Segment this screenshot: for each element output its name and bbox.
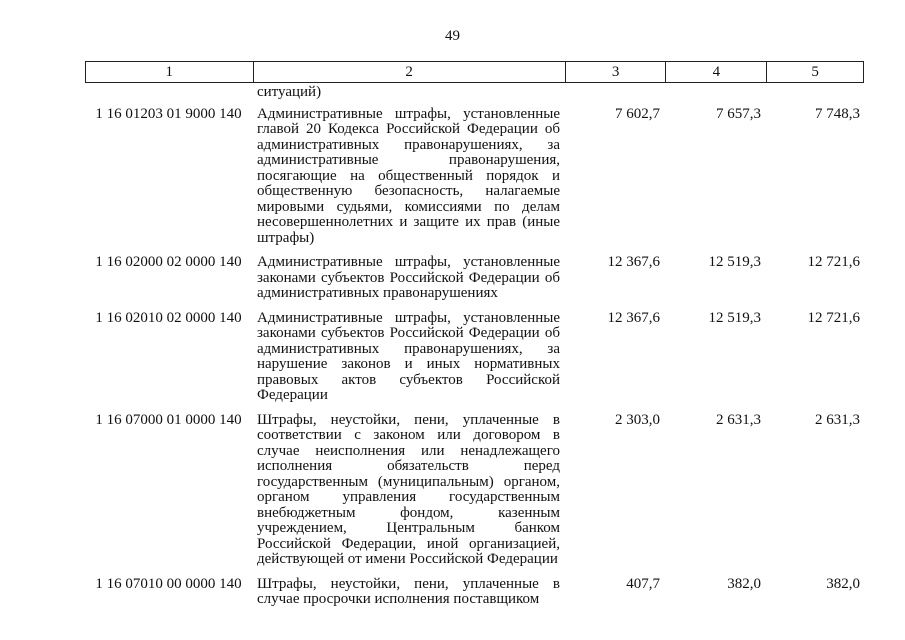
row-code — [85, 85, 252, 101]
row-value-2021: 12 367,6 — [607, 309, 660, 326]
row-value-2022: 7 657,3 — [716, 105, 761, 122]
table-row — [85, 577, 864, 608]
row-code: 1 16 02010 02 0000 140 — [95, 309, 242, 326]
row-value-2023: 12 721,6 — [807, 309, 860, 326]
row-value-2023 — [767, 85, 864, 101]
row-value-2021: 407,7 — [626, 575, 660, 592]
row-code: 1 16 02000 02 0000 140 — [95, 254, 242, 270]
row-value-2021: 2 303,0 — [615, 411, 660, 428]
row-value-2021: 7 602,7 — [615, 105, 660, 122]
header-col-4: 4 — [665, 62, 766, 82]
row-value-2023: 12 721,6 — [807, 254, 860, 270]
row-value-2023: 2 631,3 — [815, 411, 860, 428]
row-code: 1 16 07000 01 0000 140 — [95, 411, 242, 428]
row-name: Штрафы, неустойки, пени, уплаченные в случае просрочки исполнения поставщиком — [257, 575, 560, 607]
table-row — [85, 413, 864, 568]
table-body — [85, 85, 864, 617]
header-col-1: 1 — [165, 64, 174, 80]
row-value-2022: 12 519,3 — [708, 309, 761, 326]
row-code: 1 16 07010 00 0000 140 — [95, 575, 242, 592]
row-code: 1 16 01203 01 9000 140 — [95, 105, 242, 122]
row-value-2023: 7 748,3 — [815, 105, 860, 122]
row-name: Штрафы, неустойки, пени, уплаченные в соответствии с законом или договором в случае неисполнения или ненадлежащего исполнения обязательств перед государственным (муниципальным) органом, органом управления государственным внебюджетным фондом, казенным учреждением, Центральным банком Российской Федерации, иной организацией, действующей от имени Российской Федерации — [257, 411, 560, 567]
header-col-2: 2 — [253, 62, 565, 82]
header-col-3: 3 — [565, 62, 666, 82]
page-number: 49 — [445, 28, 460, 44]
table-row — [85, 107, 864, 247]
row-name: Административные штрафы, установленные законами субъектов Российской Федерации об административных правонарушениях — [257, 254, 560, 301]
header-col-5: 5 — [766, 62, 863, 82]
row-value-2022: 2 631,3 — [716, 411, 761, 428]
row-name: ситуаций) — [257, 84, 322, 100]
row-value-2021: 12 367,6 — [607, 254, 660, 270]
row-name: Административные штрафы, установленные законами субъектов Российской Федерации об административных правонарушениях, за нарушение законов и иных нормативных правовых актов субъектов Российской Федерации — [257, 309, 560, 403]
row-value-2022: 12 519,3 — [708, 254, 761, 270]
table-row — [85, 85, 864, 101]
row-value-2022 — [666, 85, 767, 101]
row-value-2022: 382,0 — [727, 575, 761, 592]
table-row — [85, 311, 864, 404]
row-value-2021 — [565, 85, 666, 101]
table-row — [85, 255, 864, 302]
row-value-2023: 382,0 — [826, 575, 860, 592]
row-name: Административные штрафы, установленные главой 20 Кодекса Российской Федерации об административных правонарушениях, за административные правонарушения, посягающие на общественный порядок и общественную безопасность, налагаемые мировыми судьями, комиссиями по делам несовершеннолетних и защите их прав (иные штрафы) — [257, 105, 560, 246]
table-header — [85, 61, 864, 83]
